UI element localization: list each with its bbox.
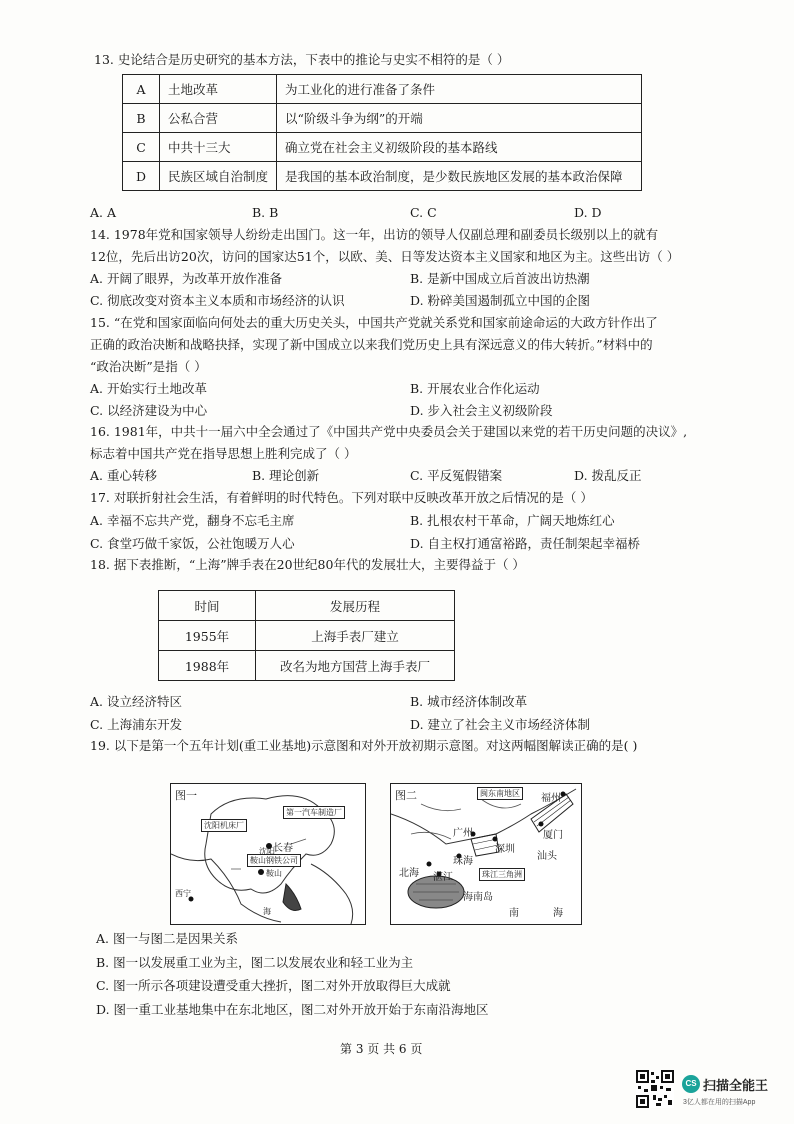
map1-title: 图一 — [175, 789, 197, 802]
q14-stem-line1: 14. 1978年党和国家领导人纷纷走出国门。这一年，出访的领导人仅副总理和副委员长级别以上的就有 — [90, 227, 659, 242]
q15-option-c[interactable]: C. 以经济建设为中心 — [90, 403, 208, 418]
table-row — [123, 104, 642, 133]
q16-option-b[interactable]: B. 理论创新 — [252, 468, 320, 483]
q13-option-c[interactable]: C. C — [410, 205, 437, 220]
qr-code-icon — [636, 1070, 674, 1108]
map2-box-label: 珠江三角洲 — [479, 868, 525, 881]
q15-option-a[interactable]: A. 开始实行土地改革 — [90, 381, 207, 396]
map2-title: 图二 — [395, 789, 417, 802]
map-figure-1 — [170, 783, 366, 925]
map2-city-label: 湛江 — [433, 872, 453, 883]
map1-box-label: 沈阳机床厂 — [201, 819, 247, 832]
cell: 为工业化的进行准备了条件 — [277, 75, 642, 104]
q18-option-d[interactable]: D. 建立了社会主义市场经济体制 — [410, 717, 591, 732]
q13-stem: 13. 史论结合是历史研究的基本方法，下表中的推论与史实不相符的是（ ） — [94, 52, 510, 67]
q18-stem: 18. 据下表推断，“上海”牌手表在20世纪80年代的发展壮大，主要得益于（ ） — [90, 557, 525, 572]
cell: 以“阶级斗争为纲”的开端 — [277, 104, 642, 133]
map2-box-label: 闽东南地区 — [477, 787, 523, 800]
q16-option-c[interactable]: C. 平反冤假错案 — [410, 468, 503, 483]
cell: 确立党在社会主义初级阶段的基本路线 — [277, 133, 642, 162]
map2-city-label: 深圳 — [495, 844, 515, 855]
q17-option-d[interactable]: D. 自主权打通富裕路，责任制架起幸福桥 — [410, 536, 641, 551]
map2-sea-label: 海 — [553, 908, 563, 919]
q14-stem-line2: 12位，先后出访20次，访问的国家达51个，以欧、美、日等发达资本主义国家和地区为主。这些出访（ ） — [90, 249, 680, 264]
cell: 1955年 — [159, 621, 256, 651]
map2-city-label: 汕头 — [537, 851, 557, 862]
q18-option-c[interactable]: C. 上海浦东开发 — [90, 717, 183, 732]
q14-option-c[interactable]: C. 彻底改变对资本主义本质和市场经济的认识 — [90, 293, 345, 308]
q17-option-b[interactable]: B. 扎根农村干革命，广阔天地炼红心 — [410, 513, 615, 528]
table-row — [123, 75, 642, 104]
map1-city-label: 沈阳 — [259, 847, 275, 856]
map2-city-label: 福州 — [541, 793, 561, 804]
map1-box-label: 鞍山钢铁公司 — [247, 854, 301, 867]
table-row — [159, 651, 455, 681]
cell: D — [123, 162, 160, 191]
q15-option-d[interactable]: D. 步入社会主义初级阶段 — [410, 403, 553, 418]
map-figure-2 — [390, 783, 582, 925]
q15-stem-line1: 15. “在党和国家面临向何处去的重大历史关头，中国共产党就关系党和国家前途命运的大政方针作出了 — [90, 315, 658, 330]
q18-table — [158, 590, 455, 681]
q13-option-a[interactable]: A. A — [90, 205, 117, 220]
q13-option-d[interactable]: D. D — [574, 205, 602, 220]
q19-option-d[interactable]: D. 图一重工业基地集中在东北地区，图二对外开放开始于东南沿海地区 — [96, 1002, 489, 1017]
cell: 公私合营 — [160, 104, 277, 133]
map1-box-label: 第一汽车制造厂 — [283, 806, 345, 819]
cell: C — [123, 133, 160, 162]
map1-city-label: 长春 — [273, 843, 293, 854]
q16-stem-line2: 标志着中国共产党在指导思想上胜利完成了（ ） — [90, 446, 357, 461]
map2-island-label: 海南岛 — [463, 892, 493, 903]
q15-option-b[interactable]: B. 开展农业合作化运动 — [410, 381, 540, 396]
q17-option-a[interactable]: A. 幸福不忘共产党，翻身不忘毛主席 — [90, 513, 295, 528]
map2-city-label: 珠海 — [453, 856, 473, 867]
q19-option-b[interactable]: B. 图一以发展重工业为主，图二以发展农业和轻工业为主 — [96, 955, 414, 970]
cell: 民族区域自治制度 — [160, 162, 277, 191]
q17-stem: 17. 对联折射社会生活，有着鲜明的时代特色。下列对联中反映改革开放之后情况的是（ ） — [90, 490, 593, 505]
q16-option-d[interactable]: D. 拨乱反正 — [574, 468, 642, 483]
table-header-row — [159, 591, 455, 621]
cell: B — [123, 104, 160, 133]
map2-sea-label: 南 — [509, 908, 519, 919]
cell: 中共十三大 — [160, 133, 277, 162]
cell: 是我国的基本政治制度，是少数民族地区发展的基本政治保障 — [277, 162, 642, 191]
table-row — [123, 133, 642, 162]
cell: 上海手表厂建立 — [256, 621, 455, 651]
cell: 1988年 — [159, 651, 256, 681]
cell: 改名为地方国营上海手表厂 — [256, 651, 455, 681]
q18-option-b[interactable]: B. 城市经济体制改革 — [410, 694, 528, 709]
q13-option-b[interactable]: B. B — [252, 205, 279, 220]
column-header: 时间 — [159, 591, 256, 621]
camscanner-logo-icon: CS — [682, 1075, 700, 1093]
map1-sea-label: 海 — [263, 907, 271, 916]
page-number: 第 3 页 共 6 页 — [340, 1042, 423, 1056]
table-row — [159, 621, 455, 651]
q17-option-c[interactable]: C. 食堂巧做千家饭，公社饱暖万人心 — [90, 536, 295, 551]
q14-option-d[interactable]: D. 粉碎美国遏制孤立中国的企图 — [410, 293, 591, 308]
map1-city-label: 西宁 — [175, 889, 191, 898]
q15-stem-line2: 正确的政治决断和战略抉择，实现了新中国成立以来我们党历史上具有深远意义的伟大转折。”材料中的 — [90, 337, 653, 352]
map2-city-label: 北海 — [399, 868, 419, 879]
scanner-tagline: 3亿人都在用的扫描App — [683, 1099, 756, 1106]
q19-stem: 19. 以下是第一个五年计划(重工业基地)示意图和对外开放初期示意图。对这两幅图解读正确的是( ) — [90, 738, 638, 753]
column-header: 发展历程 — [256, 591, 455, 621]
q18-option-a[interactable]: A. 设立经济特区 — [90, 694, 182, 709]
cell: 土地改革 — [160, 75, 277, 104]
q19-option-c[interactable]: C. 图一所示各项建设遭受重大挫折，图二对外开放取得巨大成就 — [96, 978, 451, 993]
q16-option-a[interactable]: A. 重心转移 — [90, 468, 157, 483]
scanner-app-name: 扫描全能王 — [703, 1078, 769, 1093]
table-row — [123, 162, 642, 191]
q16-stem-line1: 16. 1981年，中共十一届六中全会通过了《中国共产党中央委员会关于建国以来党的若干历史问题的决议》, — [90, 424, 688, 439]
q14-option-b[interactable]: B. 是新中国成立后首波出访热潮 — [410, 271, 590, 286]
q14-option-a[interactable]: A. 开阔了眼界，为改革开放作准备 — [90, 271, 282, 286]
cell: A — [123, 75, 160, 104]
q13-table — [122, 74, 642, 191]
map2-city-label: 厦门 — [543, 830, 563, 841]
q15-stem-line3: “政治决断”是指（ ） — [90, 359, 207, 374]
q19-option-a[interactable]: A. 图一与图二是因果关系 — [96, 931, 238, 946]
map1-city-label: 鞍山 — [266, 869, 282, 878]
map2-city-label: 广州 — [453, 828, 473, 839]
